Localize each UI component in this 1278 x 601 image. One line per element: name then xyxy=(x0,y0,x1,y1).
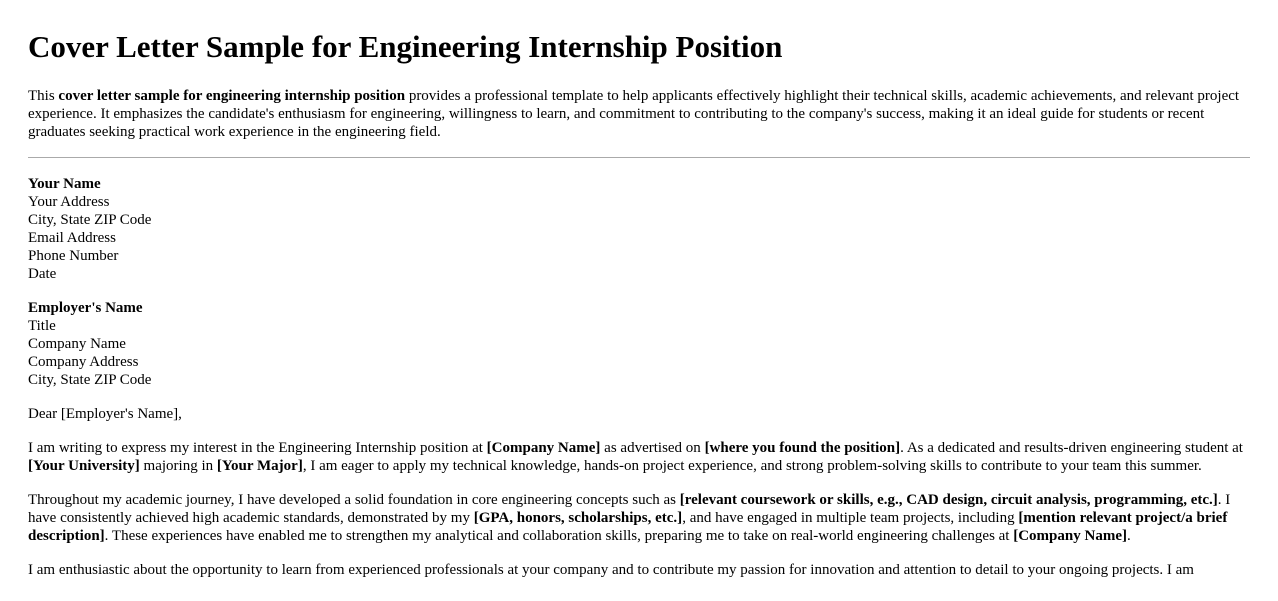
p1-placeholder: [where you found the position] xyxy=(704,440,901,456)
sender-name: Your Name xyxy=(28,176,101,192)
recipient-city: City, State ZIP Code xyxy=(28,372,152,388)
p2-text: , and have engaged in multiple team projects, including xyxy=(682,510,1019,526)
sender-address: Your Address xyxy=(28,194,110,210)
p1-text: majoring in xyxy=(139,458,217,474)
sender-block xyxy=(28,175,1250,283)
page-title: Cover Letter Sample for Engineering Internship Position xyxy=(28,29,783,64)
p1-text: , I am eager to apply my technical knowledge, hands-on project experience, and strong problem-solving skills to contribute to your team this summer. xyxy=(302,458,1202,474)
recipient-title: Title xyxy=(28,318,56,334)
recipient-name: Employer's Name xyxy=(28,300,143,316)
p2-text: . I have consistently achieved high academic standards, demonstrated by my xyxy=(28,492,1231,526)
p1-text: as advertised on xyxy=(600,440,705,456)
p1-placeholder: [Your University] xyxy=(28,458,140,474)
sender-phone: Phone Number xyxy=(28,248,119,264)
intro-text-post: provides a professional template to help applicants effectively highlight their technical skills, academic achievements, and relevant project experience. It emphasizes the candidate's enthusiasm for engineering, willingness to learn, and commitment to contributing to the company's success, making it an ideal guide for students or recent graduates seeking practical work experience in the engineering field. xyxy=(28,88,1240,140)
sender-email: Email Address xyxy=(28,230,116,246)
recipient-address: Company Address xyxy=(28,354,139,370)
p1-text: I am writing to express my interest in the Engineering Internship position at xyxy=(28,440,487,456)
salutation: Dear [Employer's Name], xyxy=(28,406,182,422)
body-paragraph-1 xyxy=(28,439,1250,475)
p2-placeholder: [Company Name] xyxy=(1013,528,1127,544)
p2-text: . xyxy=(1126,528,1131,544)
p2-placeholder: [GPA, honors, scholarships, etc.] xyxy=(473,510,683,526)
sender-city: City, State ZIP Code xyxy=(28,212,152,228)
body-paragraph-3 xyxy=(28,561,1250,579)
p3-text: I am enthusiastic about the opportunity to learn from experienced professionals at your company and to contribute my passion for innovation and attention to detail to your ongoing projects. I am xyxy=(28,562,1194,578)
sender-date: Date xyxy=(28,266,57,282)
p1-placeholder: [Company Name] xyxy=(486,440,601,456)
p2-placeholder: [mention relevant project/a brief description] xyxy=(28,510,1228,544)
recipient-block xyxy=(28,299,1250,389)
body-paragraph-2 xyxy=(28,491,1250,545)
divider xyxy=(28,157,1250,158)
p1-text: . As a dedicated and results-driven engineering student at xyxy=(900,440,1243,456)
p2-placeholder: [relevant coursework or skills, e.g., CAD design, circuit analysis, programming, etc.] xyxy=(679,492,1218,508)
recipient-company: Company Name xyxy=(28,336,126,352)
p1-placeholder: [Your Major] xyxy=(216,458,303,474)
intro-paragraph xyxy=(28,87,1250,141)
intro-text-pre: This xyxy=(28,88,59,104)
intro-text-bold: cover letter sample for engineering internship position xyxy=(58,88,406,104)
p2-text: . These experiences have enabled me to strengthen my analytical and collaboration skills, preparing me to take on real-world engineering challenges at xyxy=(104,528,1014,544)
p2-text: Throughout my academic journey, I have developed a solid foundation in core engineering concepts such as xyxy=(28,492,680,508)
